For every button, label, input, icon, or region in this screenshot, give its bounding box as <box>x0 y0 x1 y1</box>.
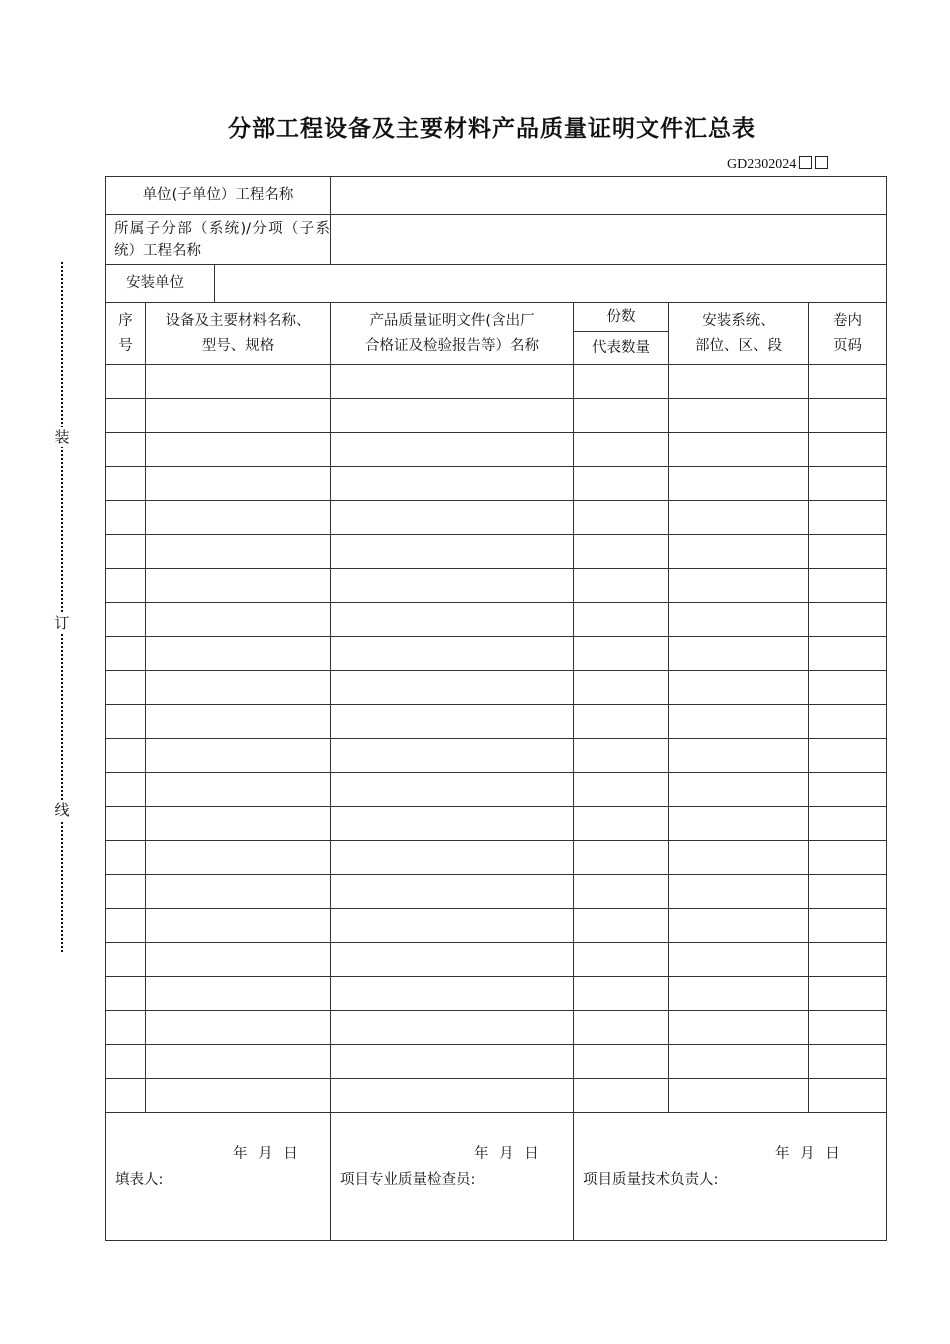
cell-certificate[interactable] <box>331 705 574 739</box>
cell-quantity[interactable] <box>574 943 669 977</box>
table-row <box>106 807 887 841</box>
cell-page[interactable] <box>809 1045 887 1079</box>
cell-certificate[interactable] <box>331 943 574 977</box>
cell-seq[interactable] <box>106 705 146 739</box>
cell-seq[interactable] <box>106 977 146 1011</box>
cell-seq[interactable] <box>106 569 146 603</box>
cell-quantity[interactable] <box>574 1079 669 1113</box>
cell-seq[interactable] <box>106 943 146 977</box>
cell-page[interactable] <box>809 501 887 535</box>
tech-lead-label: 项目质量技术负责人: <box>583 1172 719 1188</box>
cell-seq[interactable] <box>106 399 146 433</box>
cell-location[interactable] <box>669 569 809 603</box>
col-equipment-line2: 型号、规格 <box>201 337 275 354</box>
table-row <box>106 399 887 433</box>
cell-seq[interactable] <box>106 1079 146 1113</box>
cell-quantity[interactable] <box>574 671 669 705</box>
code-box-2[interactable] <box>815 156 828 169</box>
cell-certificate[interactable] <box>331 637 574 671</box>
cell-quantity[interactable] <box>574 535 669 569</box>
cell-quantity[interactable] <box>574 637 669 671</box>
table-row <box>106 875 887 909</box>
cell-equipment[interactable] <box>146 501 331 535</box>
cell-certificate[interactable] <box>331 1011 574 1045</box>
cell-certificate[interactable] <box>331 807 574 841</box>
cell-equipment[interactable] <box>146 535 331 569</box>
cell-certificate[interactable] <box>331 1045 574 1079</box>
cell-certificate[interactable] <box>331 433 574 467</box>
cell-location[interactable] <box>669 773 809 807</box>
table-row <box>106 637 887 671</box>
cell-page[interactable] <box>809 399 887 433</box>
cell-quantity[interactable] <box>574 977 669 1011</box>
col-equipment-header <box>146 303 331 365</box>
cell-seq[interactable] <box>106 807 146 841</box>
unit-project-row <box>106 177 887 215</box>
column-header-row <box>106 303 887 332</box>
table-row <box>106 773 887 807</box>
table-row <box>106 535 887 569</box>
tech-lead-date: 年 月 日 <box>775 1146 840 1162</box>
cell-quantity[interactable] <box>574 739 669 773</box>
col-equipment-line1: 设备及主要材料名称、 <box>165 312 311 329</box>
cell-certificate[interactable] <box>331 399 574 433</box>
table-row <box>106 467 887 501</box>
cell-page[interactable] <box>809 1079 887 1113</box>
form-title: 分部工程设备及主要材料产品质量证明文件汇总表 <box>228 116 756 142</box>
col-copies-header: 份数 <box>574 303 669 332</box>
cell-equipment[interactable] <box>146 467 331 501</box>
cell-equipment[interactable] <box>146 841 331 875</box>
cell-page[interactable] <box>809 433 887 467</box>
table-row <box>106 365 887 399</box>
cell-location[interactable] <box>669 909 809 943</box>
col-page-header <box>809 303 887 365</box>
cell-seq[interactable] <box>106 1011 146 1045</box>
cell-quantity[interactable] <box>574 841 669 875</box>
cell-page[interactable] <box>809 739 887 773</box>
inspector-label: 项目专业质量检查员: <box>340 1172 476 1188</box>
col-location-line2: 部位、区、段 <box>695 337 783 354</box>
cell-equipment[interactable] <box>146 433 331 467</box>
data-rows <box>106 365 887 1113</box>
cell-seq[interactable] <box>106 1045 146 1079</box>
cell-equipment[interactable] <box>146 365 331 399</box>
cell-page[interactable] <box>809 603 887 637</box>
cell-equipment[interactable] <box>146 943 331 977</box>
cell-certificate[interactable] <box>331 467 574 501</box>
inspector-date: 年 月 日 <box>474 1146 539 1162</box>
unit-project-name-field[interactable] <box>331 177 887 215</box>
cell-page[interactable] <box>809 943 887 977</box>
subdivision-label: 所属子分部（系统)/分项（子系统）工程名称 <box>106 215 331 265</box>
cell-certificate[interactable] <box>331 365 574 399</box>
cell-quantity[interactable] <box>574 467 669 501</box>
cell-quantity[interactable] <box>574 365 669 399</box>
table-row <box>106 739 887 773</box>
binding-dotted-line <box>61 262 63 952</box>
cell-seq[interactable] <box>106 637 146 671</box>
cell-seq[interactable] <box>106 875 146 909</box>
cell-page[interactable] <box>809 535 887 569</box>
cell-equipment[interactable] <box>146 1011 331 1045</box>
form-code <box>727 156 828 173</box>
form-code-text: GD2302024 <box>727 157 797 172</box>
cell-page[interactable] <box>809 875 887 909</box>
cell-quantity[interactable] <box>574 433 669 467</box>
cell-location[interactable] <box>669 1011 809 1045</box>
cell-certificate[interactable] <box>331 603 574 637</box>
cell-certificate[interactable] <box>331 875 574 909</box>
cell-location[interactable] <box>669 399 809 433</box>
col-page-line1: 卷内 <box>833 312 863 329</box>
cell-certificate[interactable] <box>331 501 574 535</box>
cell-equipment[interactable] <box>146 739 331 773</box>
cell-location[interactable] <box>669 875 809 909</box>
col-seq-line2: 号 <box>118 337 133 354</box>
tech-lead-signature-cell[interactable] <box>574 1113 887 1241</box>
col-seq-line1: 序 <box>118 312 133 329</box>
table-row <box>106 501 887 535</box>
cell-page[interactable] <box>809 841 887 875</box>
cell-page[interactable] <box>809 977 887 1011</box>
install-unit-field[interactable] <box>215 265 887 303</box>
cell-seq[interactable] <box>106 841 146 875</box>
cell-page[interactable] <box>809 569 887 603</box>
table-row <box>106 603 887 637</box>
col-certificate-line1: 产品质量证明文件(含出厂 <box>369 312 535 329</box>
filler-signature-cell[interactable] <box>106 1113 331 1241</box>
cell-quantity[interactable] <box>574 501 669 535</box>
cell-seq[interactable] <box>106 739 146 773</box>
cell-equipment[interactable] <box>146 569 331 603</box>
col-quantity-header: 代表数量 <box>574 332 669 365</box>
table-row <box>106 705 887 739</box>
table-row <box>106 841 887 875</box>
cell-seq[interactable] <box>106 671 146 705</box>
unit-project-name-label: 单位(子单位）工程名称 <box>106 177 331 215</box>
cell-location[interactable] <box>669 977 809 1011</box>
cell-certificate[interactable] <box>331 569 574 603</box>
cell-quantity[interactable] <box>574 603 669 637</box>
cell-equipment[interactable] <box>146 399 331 433</box>
cell-certificate[interactable] <box>331 739 574 773</box>
cell-seq[interactable] <box>106 467 146 501</box>
cell-equipment[interactable] <box>146 1079 331 1113</box>
cell-quantity[interactable] <box>574 1011 669 1045</box>
cell-location[interactable] <box>669 943 809 977</box>
cell-location[interactable] <box>669 433 809 467</box>
table-row <box>106 1079 887 1113</box>
cell-page[interactable] <box>809 909 887 943</box>
install-unit-row <box>106 265 887 303</box>
cell-equipment[interactable] <box>146 909 331 943</box>
cell-location[interactable] <box>669 637 809 671</box>
cell-page[interactable] <box>809 637 887 671</box>
summary-table <box>105 176 887 1241</box>
cell-quantity[interactable] <box>574 807 669 841</box>
subdivision-field[interactable] <box>331 215 887 265</box>
cell-page[interactable] <box>809 807 887 841</box>
cell-seq[interactable] <box>106 433 146 467</box>
cell-equipment[interactable] <box>146 807 331 841</box>
filler-label: 填表人: <box>115 1172 164 1188</box>
binding-char-ding: 订 <box>54 614 70 632</box>
cell-location[interactable] <box>669 467 809 501</box>
cell-quantity[interactable] <box>574 909 669 943</box>
table-row <box>106 569 887 603</box>
cell-location[interactable] <box>669 1079 809 1113</box>
cell-page[interactable] <box>809 365 887 399</box>
table-row <box>106 943 887 977</box>
cell-quantity[interactable] <box>574 1045 669 1079</box>
table-row <box>106 977 887 1011</box>
cell-equipment[interactable] <box>146 875 331 909</box>
col-location-header <box>669 303 809 365</box>
cell-equipment[interactable] <box>146 637 331 671</box>
cell-equipment[interactable] <box>146 773 331 807</box>
subdivision-row <box>106 215 887 265</box>
install-unit-label: 安装单位 <box>106 265 215 303</box>
cell-page[interactable] <box>809 671 887 705</box>
cell-certificate[interactable] <box>331 841 574 875</box>
cell-location[interactable] <box>669 1045 809 1079</box>
cell-seq[interactable] <box>106 773 146 807</box>
binding-char-xian: 线 <box>54 801 70 819</box>
cell-location[interactable] <box>669 535 809 569</box>
table-row <box>106 433 887 467</box>
cell-quantity[interactable] <box>574 773 669 807</box>
cell-page[interactable] <box>809 467 887 501</box>
code-box-1[interactable] <box>799 156 812 169</box>
signature-row <box>106 1113 887 1241</box>
table-row <box>106 909 887 943</box>
cell-equipment[interactable] <box>146 603 331 637</box>
inspector-signature-cell[interactable] <box>331 1113 574 1241</box>
cell-location[interactable] <box>669 841 809 875</box>
cell-seq[interactable] <box>106 365 146 399</box>
cell-equipment[interactable] <box>146 705 331 739</box>
cell-equipment[interactable] <box>146 671 331 705</box>
cell-seq[interactable] <box>106 603 146 637</box>
cell-location[interactable] <box>669 365 809 399</box>
cell-page[interactable] <box>809 705 887 739</box>
col-location-line1: 安装系统、 <box>702 312 775 329</box>
cell-page[interactable] <box>809 773 887 807</box>
cell-certificate[interactable] <box>331 1079 574 1113</box>
cell-seq[interactable] <box>106 501 146 535</box>
table-row <box>106 671 887 705</box>
cell-seq[interactable] <box>106 909 146 943</box>
table-row <box>106 1045 887 1079</box>
table-row <box>106 1011 887 1045</box>
col-page-line2: 页码 <box>833 337 863 354</box>
cell-equipment[interactable] <box>146 1045 331 1079</box>
cell-certificate[interactable] <box>331 773 574 807</box>
cell-location[interactable] <box>669 807 809 841</box>
cell-location[interactable] <box>669 705 809 739</box>
cell-certificate[interactable] <box>331 671 574 705</box>
filler-date: 年 月 日 <box>233 1146 298 1162</box>
col-certificate-header <box>331 303 574 365</box>
cell-location[interactable] <box>669 739 809 773</box>
cell-location[interactable] <box>669 671 809 705</box>
binding-char-zhuang: 装 <box>54 428 70 446</box>
cell-location[interactable] <box>669 501 809 535</box>
col-seq-header <box>106 303 146 365</box>
cell-quantity[interactable] <box>574 399 669 433</box>
cell-seq[interactable] <box>106 535 146 569</box>
col-certificate-line2: 合格证及检验报告等）名称 <box>365 337 540 354</box>
cell-certificate[interactable] <box>331 535 574 569</box>
cell-quantity[interactable] <box>574 705 669 739</box>
cell-quantity[interactable] <box>574 875 669 909</box>
cell-equipment[interactable] <box>146 977 331 1011</box>
cell-certificate[interactable] <box>331 909 574 943</box>
cell-location[interactable] <box>669 603 809 637</box>
cell-certificate[interactable] <box>331 977 574 1011</box>
cell-quantity[interactable] <box>574 569 669 603</box>
cell-page[interactable] <box>809 1011 887 1045</box>
